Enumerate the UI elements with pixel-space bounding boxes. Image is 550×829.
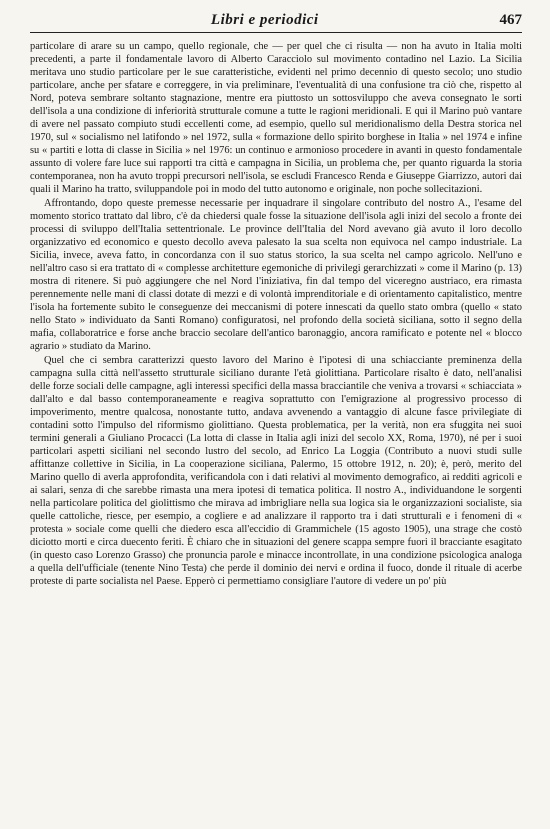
running-title: Libri e periodici: [210, 12, 319, 28]
paragraph: Affrontando, dopo queste premesse necessarie per inquadrare il singolare contributo del nostro A., l'esame del momento storico trattato dal libro, c'è da chiedersi quale fosse la situazione dell'isola agli inizi del secolo a fronte dei processi di sviluppo dell'Italia settentrionale. Le province dell'Italia del Nord avevano già avuto il loro decollo organizzativo ed economico e questo decollo aveva palesato la sua scelta non equivoca nel campo industriale. La Sicilia, invece, aveva fatto, in concordanza con il suo status storico, la sua scelta nel campo agricolo. Nell'uno e nell'altro caso si era trattato di « complesse architetture egemoniche di privilegi gerarchizzati » come il Marino (p. 13) mostra di ritenere. Si può aggiungere che nel Nord l'iniziativa, fin dal tempo del viceregno austriaco, era rimasta perennemente nelle mani di classi dotate di mezzi e di volontà imprenditoriale e di orientamento capitalistico, mentre l'isola ha fortemente subito le conseguenze dei meccanismi di potere innescati da quello stato ombra (quello « stato nello Stato » individuato da Santi Romano) configuratosi, nel profondo della società siciliana, sotto il segno della mafia, collaboratrice e forse anche braccio secolare dell'antico baronaggio, ancora ramificato e potente nel « blocco agrario » studiato da Marino.: [30, 198, 522, 352]
paragraph: particolare di arare su un campo, quello regionale, che — per quel che ci risulta — non ha avuto in Italia molti precedenti, a parte il fondamentale lavoro di Alberto Caracciolo sul movimento contadino nel Lazio. La Sicilia meritava uno studio particolare per le sue caratteristiche, evidenti nel primo decennio di questo secolo; uno studio particolare, anche per sfatare e correggere, in via preliminare, l'eventualità di una confusione tra ciò che, rispetto al Nord, poteva sembrare soltanto stagnazione, mentre era piuttosto un sottosviluppo che aveva consegnato le sorti dell'isola a una condizione di inferiorità strutturale comune a tutte le ragioni meridionali. E qui il Marino può vantare di avere nel passato compiuto studi eccellenti come, ad esempio, quello sul meridionalismo della Destra storica nel 1970, sul « socialismo nel latifondo » nel 1972, sulla « formazione dello spirito borghese in Italia » nel 1974 e infine su « partiti e lotta di classe in Sicilia » nel 1976: un continuo e armonioso procedere in avanti in questo fondamentale assunto di volere fare luce sui rapporti tra città e campagna in Sicilia, un problema che, per quanto riguarda la storia contemporanea, non ha avuto troppi precursori nell'isola, se escludi Francesco Renda e Giuseppe Giarrizzo, autori dai quali il Marino ha tratto, sviluppandole poi in modo del tutto autonomo e originale, non poche sollecitazioni.: [30, 41, 522, 195]
page-header: [30, 12, 522, 33]
paragraph: Quel che ci sembra caratterizzi questo lavoro del Marino è l'ipotesi di una schiacciante preminenza della campagna sulla città nell'assetto strutturale siciliano durante l'età giolittiana. Particolare risalto è dato, nell'analisi delle forze sociali delle campagne, agli interessi specifici della massa bracciantile che veniva a trovarsi « schiacciata » dall'alto e dal basso contemporaneamente e reagiva soprattutto con l'emigrazione al progressivo processo di impoverimento, mentre qualcosa, nonostante tutto, andava avvenendo a vantaggio di alcune fasce privilegiate di contadini sotto l'impulso del riformismo giolittiano. Questa problematica, per la verità, non era sfuggita nei suoi termini generali a Giuliano Procacci (La lotta di classe in Italia agli inizi del secolo XX, Roma, 1970), né per i suoi particolari aspetti siciliani nel secondo lustro del secolo, ad Enrico La Loggia (Contributo a nuovi studi sulle affittanze collettive in Sicilia, in La cooperazione siciliana, Palermo, 15 ottobre 1912, n. 20); è, però, merito del Marino quello di averla approfondita, verificandola con i dati relativi al movimento demografico, ai redditi agricoli e ai salari, senza di che sarebbe rimasta una mera ipotesi di tematica politica. Il nostro A., individuandone le sorgenti nella particolare politica del giolittismo che mirava ad imbrigliare nella sua logica sia le organizzazioni socialiste, sia quelle cattoliche, riesce, per esempio, a cogliere e ad analizzare il rapporto tra i dati strutturali e i fenomeni di « protesta » sociale come quelli che diedero esca all'eccidio di Grammichele (15 agosto 1905), una strage che costò diciotto morti e circa duecento feriti. È chiaro che in situazioni del genere scappa sempre fuori il bracciante esagitato (in questo caso Lorenzo Grasso) che pronuncia parole e minacce incontrollate, in una condizione psicologica analoga a quella dell'ufficiale (tenente Nino Testa) che perde il dominio dei nervi e ordina il fuoco, donde il rituale di acerbe proteste di parte socialista nel Paese. Epperò ci permettiamo consigliare l'autore di vedere un po' più: [30, 355, 522, 587]
page-number: 467: [499, 12, 522, 28]
body-text: [30, 40, 522, 588]
